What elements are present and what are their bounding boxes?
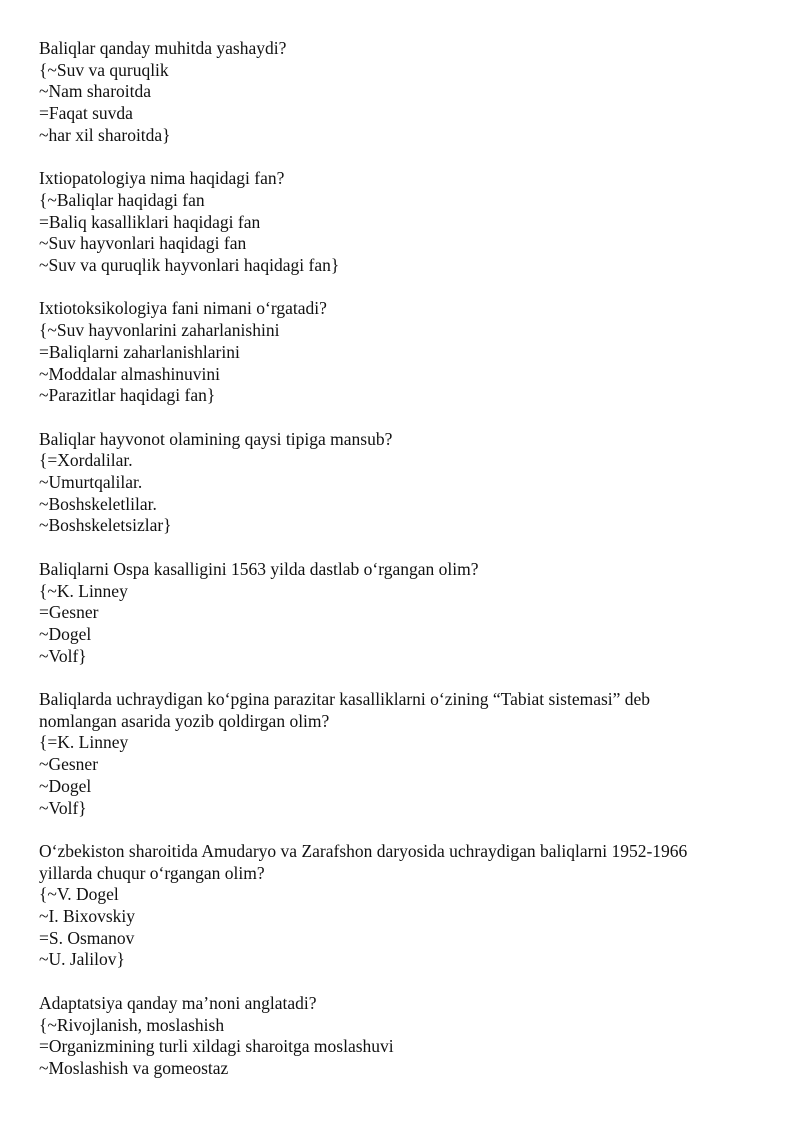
answer-option: {~Suv va quruqlik [39,59,169,80]
answer-option: {=K. Linney [39,732,129,753]
question-block [39,841,769,971]
answer-option: ~Boshskeletlilar. [39,493,157,514]
answer-option: ~Moslashish va gomeostaz [39,1057,229,1078]
answer-option: {~Rivojlanish, moslashish [39,1014,225,1035]
question-text: O‘zbekiston sharoitida Amudaryo va Zarafshon daryosida uchraydigan baliqlarni 1952-1966 [39,840,688,861]
question-block [39,559,769,668]
answer-option: nomlangan asarida yozib qoldirgan olim? [39,710,330,731]
question-text: Baliqlar qanday muhitda yashaydi? [39,38,287,58]
question-block [39,993,769,1080]
question-text: Baliqlarda uchraydigan ko‘pgina parazitar kasalliklarni o‘zining “Tabiat sistemasi” deb [39,689,651,710]
answer-option: yillarda chuqur o‘rgangan olim? [39,862,265,883]
question-text: Ixtiopatologiya nima haqidagi fan? [39,168,285,189]
answer-option: ~Suv hayvonlari haqidagi fan [39,233,247,254]
question-block [39,298,769,407]
answer-option: ~Suv va quruqlik hayvonlari haqidagi fan} [39,255,340,276]
answer-option: ~Volf} [39,797,87,818]
answer-option: {~Baliqlar haqidagi fan [39,189,205,210]
answer-option: {~Suv hayvonlarini zaharlanishini [39,320,280,341]
answer-option: ~har xil sharoitda} [39,124,171,145]
answer-option: ~Moddalar almashinuvini [39,363,221,384]
answer-option: =Faqat suvda [39,103,133,124]
answer-option: =S. Osmanov [39,927,135,948]
question-block [39,429,769,538]
question-text: Ixtiotoksikologiya fani nimani o‘rgatadi? [39,298,327,319]
question-block [39,168,769,277]
question-list [39,38,769,1080]
answer-option: ~U. Jalilov} [39,949,125,970]
question-block [39,38,769,147]
answer-option: ~Dogel [39,775,92,796]
answer-option: {~V. Dogel [39,884,119,905]
answer-option: ~I. Bixovskiy [39,906,136,927]
question-text: Adaptatsiya qanday ma’noni anglatadi? [39,992,317,1013]
answer-option: ~Volf} [39,645,87,666]
answer-option: =Organizmining turli xildagi sharoitga moslashuvi [39,1036,394,1057]
question-text: Baliqlarni Ospa kasalligini 1563 yilda dastlab o‘rgangan olim? [39,558,479,579]
answer-option: ~Boshskeletsizlar} [39,515,172,536]
answer-option: {=Xordalilar. [39,450,133,471]
answer-option: ~Umurtqalilar. [39,472,143,493]
question-text: Baliqlar hayvonot olamining qaysi tipiga mansub? [39,428,393,449]
answer-option: =Gesner [39,602,99,623]
answer-option: ~Dogel [39,623,92,644]
answer-option: ~Gesner [39,754,99,775]
answer-option: ~Parazitlar haqidagi fan} [39,385,216,406]
question-block [39,689,769,819]
document-page [39,38,769,1101]
answer-option: {~K. Linney [39,580,128,601]
answer-option: =Baliq kasalliklari haqidagi fan [39,211,261,232]
answer-option: ~Nam sharoitda [39,81,152,102]
answer-option: =Baliqlarni zaharlanishlarini [39,341,240,362]
